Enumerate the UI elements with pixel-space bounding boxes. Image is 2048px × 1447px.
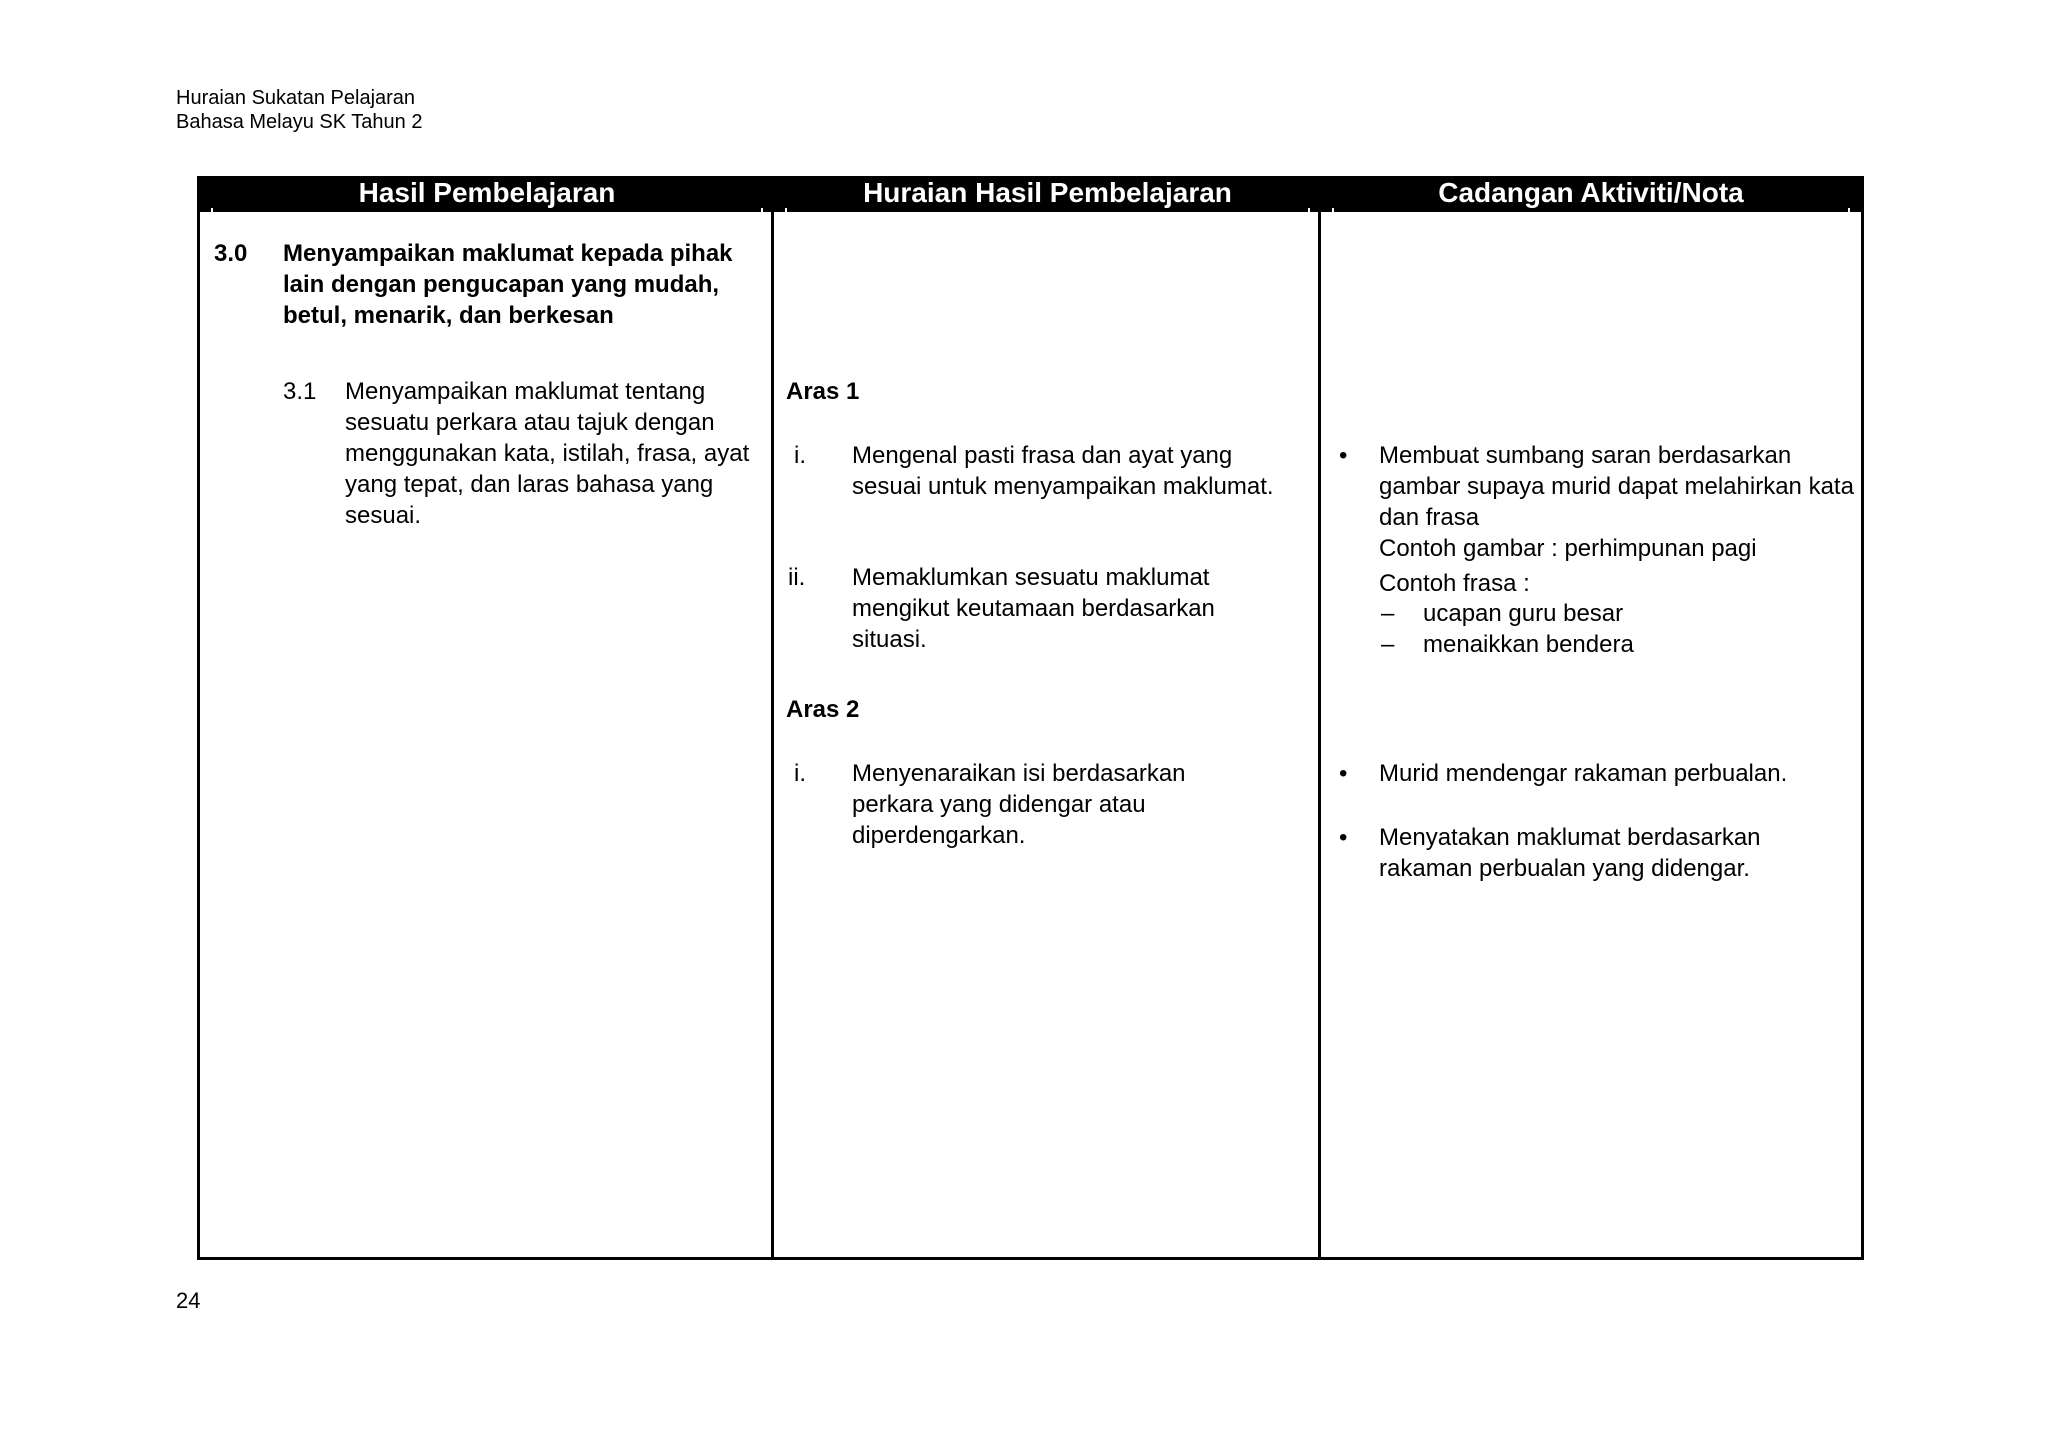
bullet-icon: • (1339, 824, 1348, 851)
main-standard-number: 3.0 (214, 240, 248, 267)
header-line-1: Huraian Sukatan Pelajaran (176, 87, 416, 109)
curriculum-table (197, 176, 1864, 1262)
column-header-hasil: Hasil Pembelajaran (197, 176, 777, 212)
main-standard-text: Menyampaikan maklumat kepada pihak lain dengan pengucapan yang mudah, betul, menarik, dan berkesan (283, 240, 733, 329)
activity-3-text: Menyatakan maklumat berdasarkan rakaman perbualan yang didengar. (1379, 824, 1761, 882)
aras-2-label: Aras 2 (786, 696, 860, 723)
dash-item-1: ucapan guru besar (1423, 600, 1624, 627)
dash-icon: – (1381, 631, 1395, 658)
sub-standard-text: Menyampaikan maklumat tentang sesuatu perkara atau tajuk dengan menggunakan kata, istilah, frasa, ayat yang tepat, dan laras bahasa yang sesuai. (345, 378, 750, 529)
column-hasil-pembelajaran (197, 176, 774, 1260)
aras-1-item-2-text: Memaklumkan sesuatu maklumat mengikut keutamaan berdasarkan situasi. (852, 564, 1215, 653)
column-cadangan (1318, 176, 1864, 1260)
bullet-icon: • (1339, 442, 1348, 469)
dash-icon: – (1381, 600, 1395, 627)
page-number: 24 (176, 1288, 201, 1313)
aras-2-item-1-text: Menyenaraikan isi berdasarkan perkara yang didengar atau diperdengarkan. (852, 760, 1186, 849)
column-header-huraian: Huraian Hasil Pembelajaran (771, 176, 1324, 212)
example-picture-text: Contoh gambar : perhimpunan pagi (1379, 535, 1757, 562)
sub-standard-number: 3.1 (283, 378, 317, 405)
header-line-2: Bahasa Melayu SK Tahun 2 (176, 111, 423, 133)
aras-2-item-1-number: i. (794, 760, 806, 787)
dash-item-2: menaikkan bendera (1423, 631, 1634, 658)
aras-1-label: Aras 1 (786, 378, 860, 405)
document-header (176, 86, 422, 134)
activity-1-text: Membuat sumbang saran berdasarkan gambar supaya murid dapat melahirkan kata dan frasa (1379, 442, 1854, 531)
activity-2-text: Murid mendengar rakaman perbualan. (1379, 760, 1788, 787)
aras-1-item-2-number: ii. (788, 564, 806, 591)
aras-1-item-1-number: i. (794, 442, 806, 469)
column-header-cadangan: Cadangan Aktiviti/Nota (1318, 176, 1864, 212)
column-huraian (771, 176, 1321, 1260)
bullet-icon: • (1339, 760, 1348, 787)
example-phrase-label: Contoh frasa : (1379, 570, 1530, 597)
aras-1-item-1-text: Mengenal pasti frasa dan ayat yang sesuai untuk menyampaikan maklumat. (852, 442, 1274, 500)
